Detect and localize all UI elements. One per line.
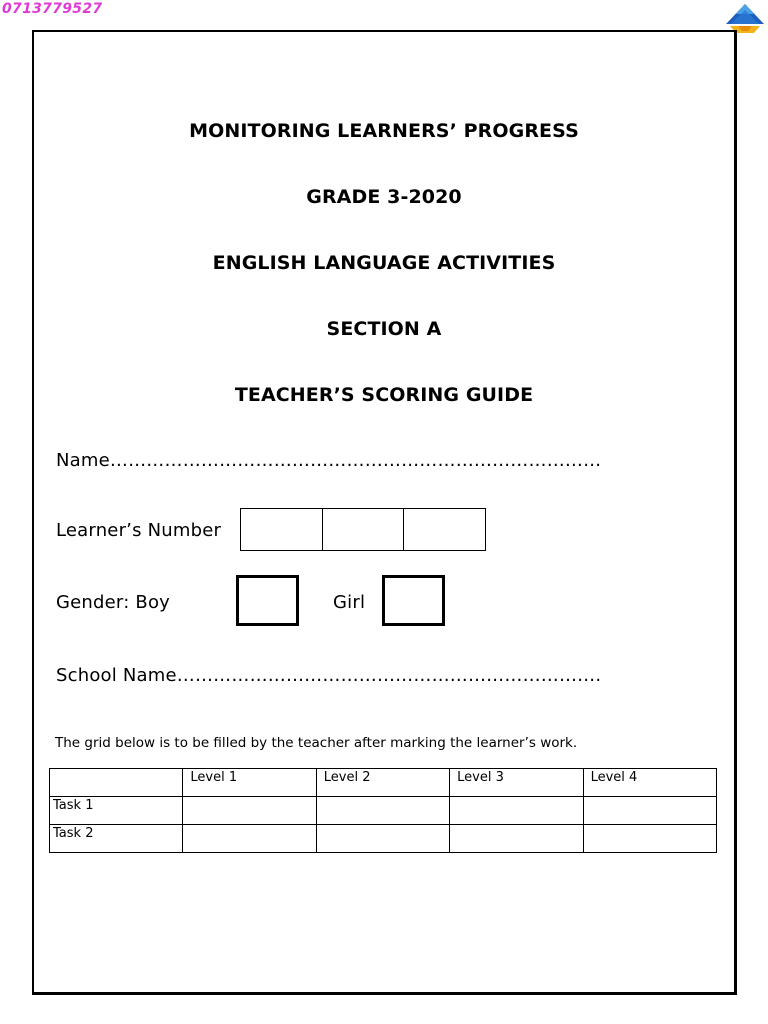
score-cell[interactable]	[583, 825, 716, 853]
school-name-field[interactable]: School Name…………………………………………………………….	[56, 665, 602, 686]
scoring-grid	[49, 768, 717, 853]
boy-checkbox[interactable]	[236, 575, 299, 626]
grid-header-cell	[50, 769, 183, 797]
grid-header-cell: Level 1	[183, 769, 316, 797]
grid-header-row	[50, 769, 717, 797]
task-label: Task 1	[50, 797, 183, 825]
score-cell[interactable]	[316, 825, 449, 853]
grid-header-cell: Level 2	[316, 769, 449, 797]
task-label: Task 2	[50, 825, 183, 853]
grid-instruction: The grid below is to be filled by the teacher after marking the learner’s work.	[55, 735, 578, 751]
page-title: MONITORING LEARNERS’ PROGRESS	[189, 120, 579, 142]
learner-number-box[interactable]	[323, 509, 405, 550]
learner-number-box[interactable]	[404, 509, 485, 550]
grid-header-cell: Level 3	[450, 769, 583, 797]
learner-number-label: Learner’s Number	[56, 520, 222, 541]
table-row	[50, 825, 717, 853]
girl-checkbox[interactable]	[382, 575, 445, 626]
subject-heading: ENGLISH LANGUAGE ACTIVITIES	[212, 252, 556, 274]
table-row	[50, 797, 717, 825]
learner-number-box[interactable]	[241, 509, 323, 550]
score-cell[interactable]	[316, 797, 449, 825]
guide-heading: TEACHER’S SCORING GUIDE	[234, 384, 534, 406]
score-cell[interactable]	[450, 825, 583, 853]
learner-number-boxes	[240, 508, 486, 551]
score-cell[interactable]	[450, 797, 583, 825]
score-cell[interactable]	[183, 825, 316, 853]
section-heading: SECTION A	[326, 318, 442, 340]
grid-header-cell: Level 4	[583, 769, 716, 797]
gender-label: Gender: Boy	[56, 592, 171, 613]
name-field[interactable]: Name………………………………………………………………………	[56, 450, 602, 471]
girl-label: Girl	[333, 592, 366, 613]
phone-number: 0713779527	[2, 1, 103, 17]
score-cell[interactable]	[583, 797, 716, 825]
grade-heading: GRADE 3-2020	[306, 186, 462, 208]
score-cell[interactable]	[183, 797, 316, 825]
